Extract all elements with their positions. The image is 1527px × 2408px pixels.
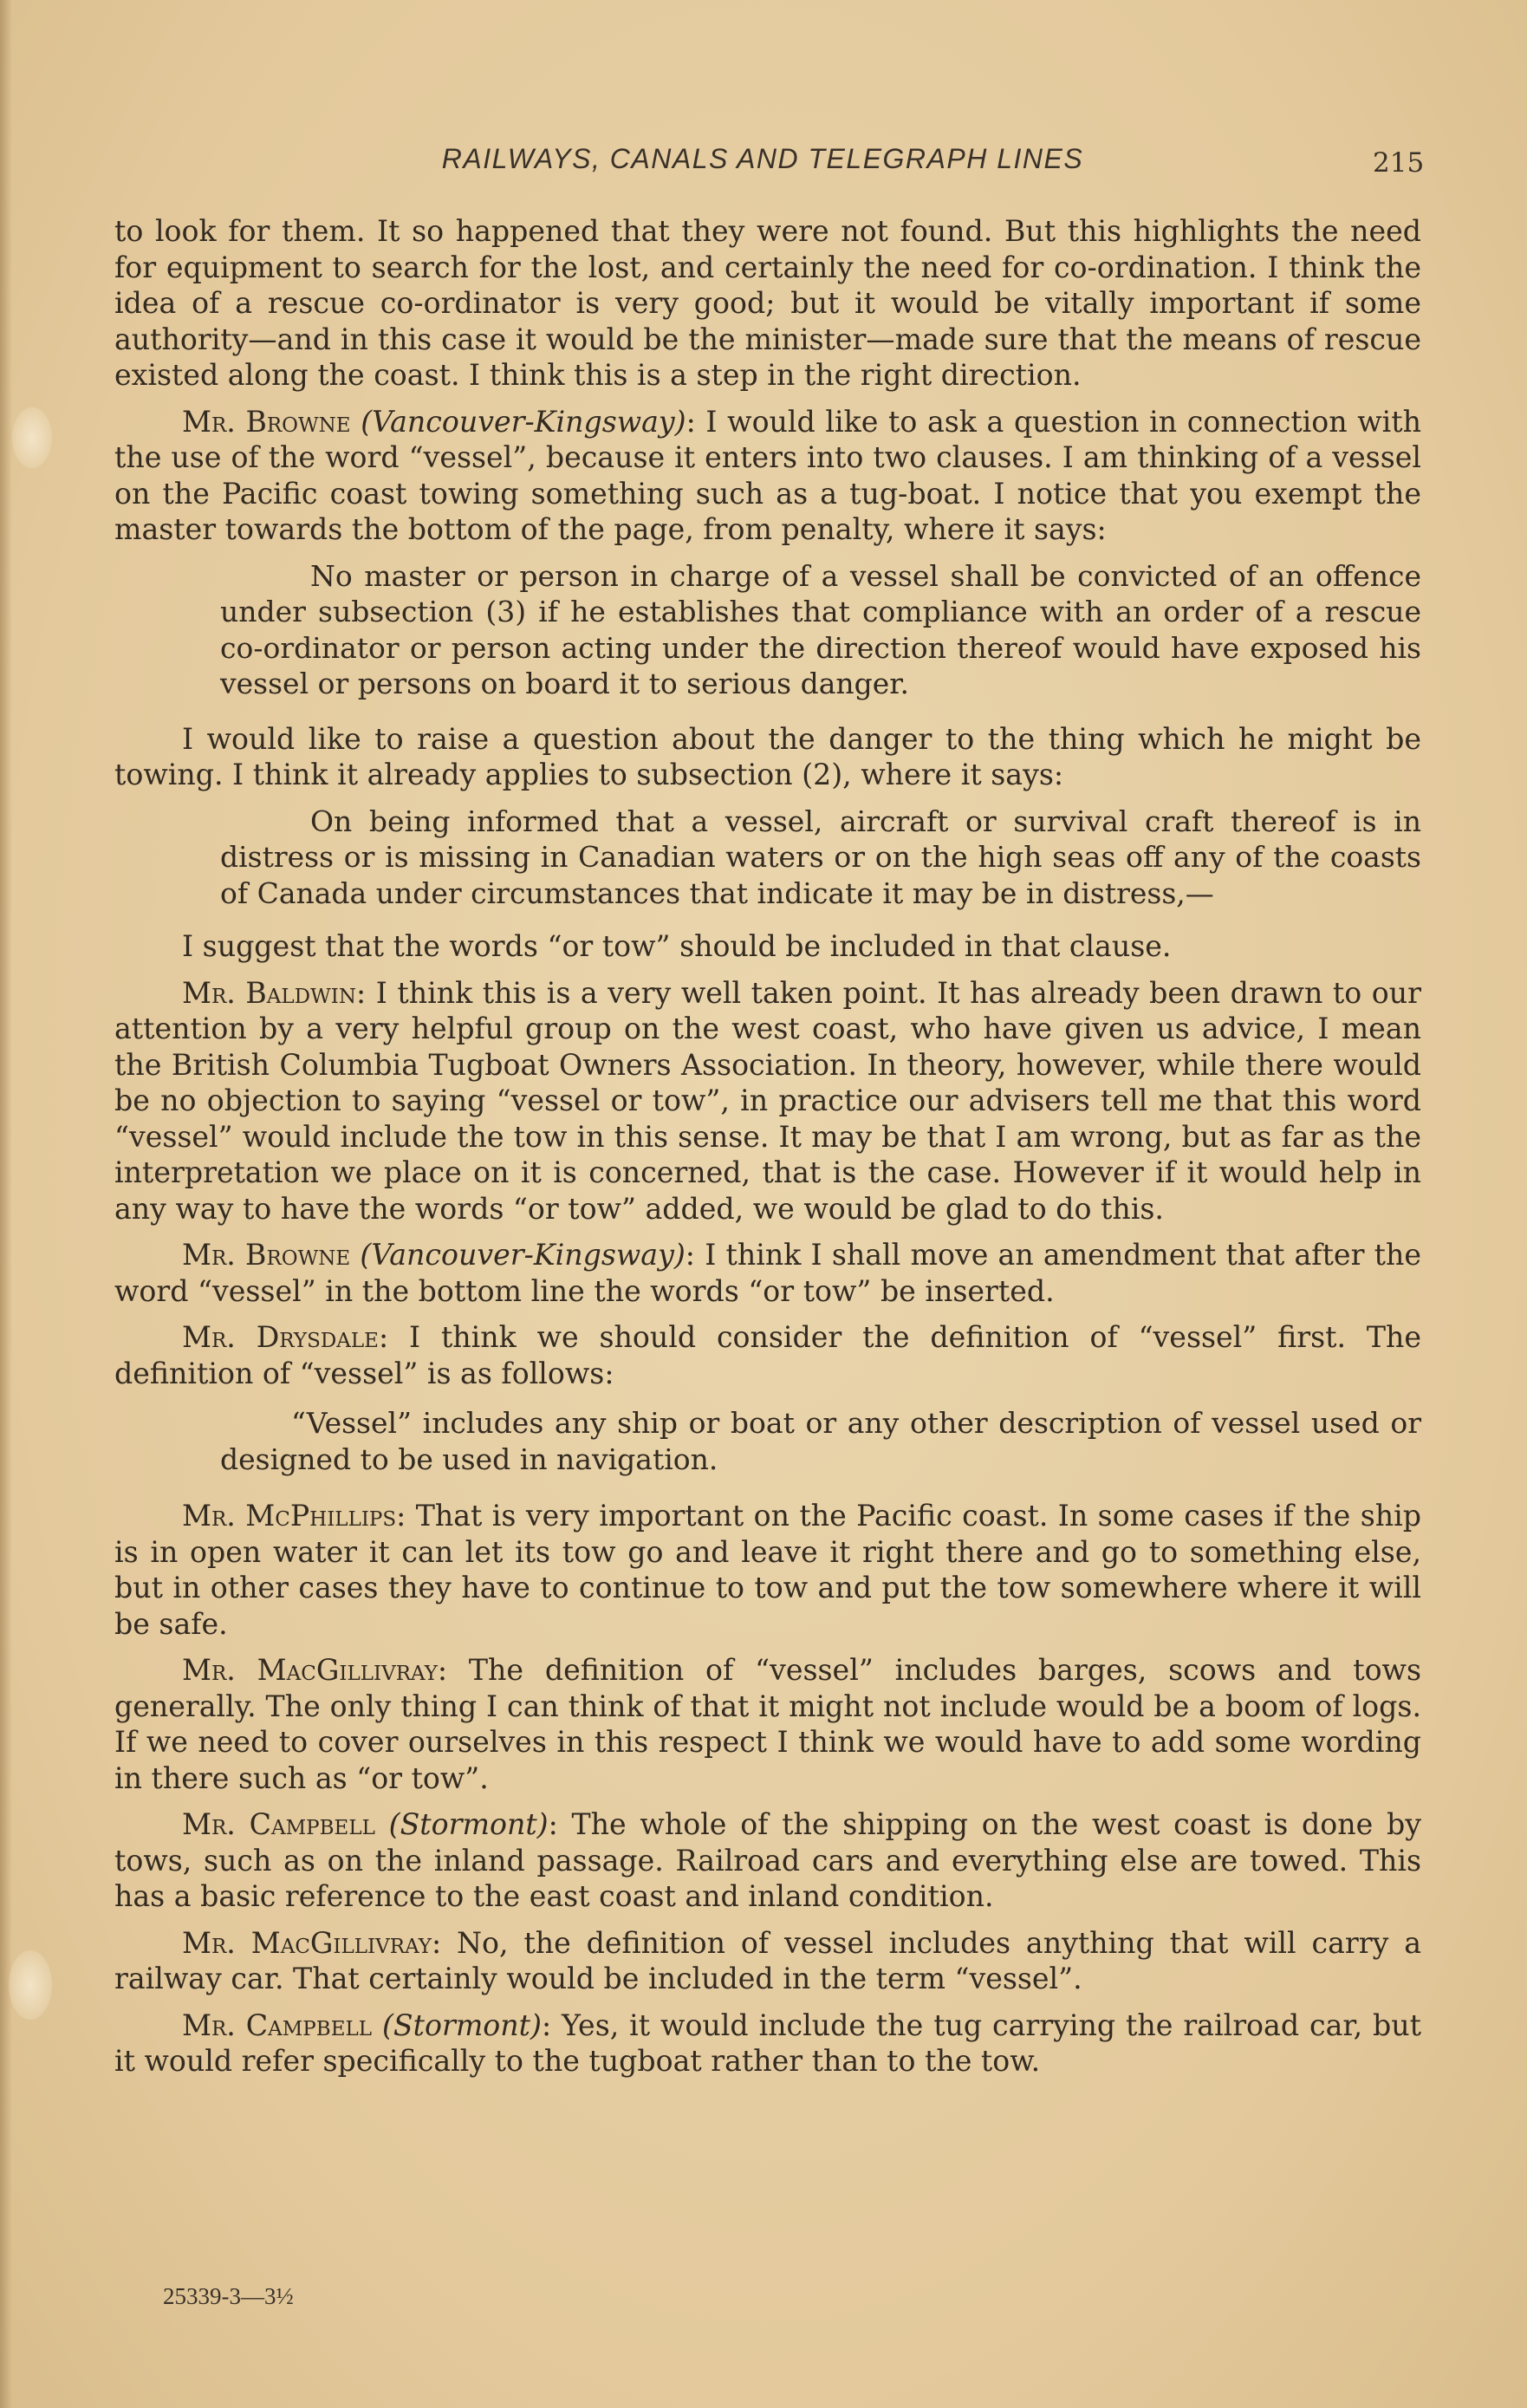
paragraph — [114, 1498, 1421, 1642]
speaker-riding: (Stormont) — [388, 1807, 549, 1841]
speech-text: : No, the definition of vessel includes anything that will carry a railway car. That certainly would be included in the term “vessel”. — [114, 1925, 1421, 1995]
speaker-riding: (Vancouver-Kingsway) — [361, 404, 686, 439]
speech-text: : I think I shall move an amendment that after the word “vessel” in the bottom line the words “or tow” be inserted. — [114, 1238, 1421, 1308]
speech-text: : The whole of the shipping on the west coast is done by tows, such as on the inland passage. Railroad cars and everything else are towed. This has a basic reference to the east coast and inland condition. — [114, 1807, 1421, 1913]
speaker-name: Mr. MacGillivray — [182, 1653, 438, 1687]
running-title: RAILWAYS, CANALS AND TELEGRAPH LINES — [441, 143, 1084, 174]
paragraph: I suggest that the words “or tow” should be included in that clause. — [182, 929, 1172, 963]
paragraph — [114, 1652, 1421, 1796]
speaker-name: Mr. Baldwin — [182, 975, 356, 1010]
paragraph: to look for them. It so happened that they were not found. But this highlights the need for equipment to search for the lost, and certainly the need for co-ordination. I think the idea of a rescue co-ordinator is very good; but it would be vitally important if some authority—and in this case it would be the minister—made sure that the means of rescue existed along the coast. I think this is a step in the right direction. — [114, 214, 1421, 392]
speaker-name: Mr. McPhillips — [182, 1499, 397, 1533]
paragraph — [114, 404, 1421, 548]
body-text — [114, 213, 1421, 2079]
paragraph — [114, 1237, 1421, 1309]
paragraph: I would like to raise a question about the danger to the thing which he might be towing. I think it already applies to subsection (2), where it says: — [114, 721, 1421, 791]
speaker-name: Mr. Campbell — [182, 2008, 373, 2042]
speaker-name: Mr. Campbell — [182, 1807, 375, 1841]
quoted-clause: On being informed that a vessel, aircraft or survival craft thereof is in distress or is missing in Canadian waters or on the high seas off any of the coasts of Canada under circumstances that indicate it may be in distress,— — [220, 804, 1421, 910]
speech-text: : I think we should consider the definition of “vessel” first. The definition of “vessel” is as follows: — [114, 1320, 1421, 1390]
printer-code: 25339-3—3½ — [163, 2283, 294, 2309]
binding-edge — [0, 0, 12, 2408]
speaker-riding: (Stormont) — [381, 2008, 542, 2042]
quoted-clause: No master or person in charge of a vessel shall be convicted of an offence under subsection (3) if he establishes that compliance with an order of a rescue co-ordinator or person acting under the direction thereof would have exposed his vessel or persons on board it to serious danger. — [220, 558, 1421, 700]
speech-text: : I would like to ask a question in connection with the use of the word “vessel”, because it enters into two clauses. I am thinking of a vessel on the Pacific coast towing something such as a tug-boat. I notice that you exempt the master towards the bottom of the page, from penalty, where it says: — [114, 404, 1421, 546]
quoted-definition: “Vessel” includes any ship or boat or any other description of vessel used or designed to be used in navigation. — [220, 1406, 1421, 1476]
speaker-name: Mr. Browne — [182, 404, 351, 439]
speaker-name: Mr. Browne — [182, 1238, 351, 1272]
paragraph — [114, 1806, 1421, 1915]
paragraph — [114, 2008, 1421, 2079]
paragraph — [114, 1925, 1421, 1997]
speaker-name: Mr. Drysdale — [182, 1320, 379, 1354]
speech-text: : I think this is a very well taken point. It has already been drawn to our attention by a very helpful group on the west coast, who have given us advice, I mean the British Columbia Tugboat Owners Association. In theory, however, while there would be no objection to saying “vessel or tow”, in practice our advisers tell me that this word “vessel” would include the tow in this sense. It may be that I am wrong, but as far as the interpretation we place on it is concerned, that is the case. However if it would help in any way to have the words “or tow” added, we would be glad to do this. — [114, 975, 1421, 1226]
speaker-name: Mr. MacGillivray — [182, 1925, 432, 1960]
paragraph — [114, 1319, 1421, 1391]
paper-stain — [12, 407, 52, 468]
speech-text: : Yes, it would include the tug carrying the railroad car, but it would refer specifically to the tugboat rather than to the tow. — [114, 2008, 1421, 2078]
page-number: 215 — [1373, 147, 1425, 179]
paper-stain — [9, 1950, 52, 2020]
speech-text: : The definition of “vessel” includes barges, scows and tows generally. The only thing I can think of that it might not include would be a boom of logs. If we need to cover ourselves in this respect I think we would have to add some wording in there such as “or tow”. — [114, 1653, 1421, 1795]
speech-text: : That is very important on the Pacific coast. In some cases if the ship is in open water it can let its tow go and leave it right there and go to something else, but in other cases they have to continue to tow and put the tow somewhere where it will be safe. — [114, 1499, 1421, 1641]
speaker-riding: (Vancouver-Kingsway) — [360, 1238, 686, 1272]
paragraph — [114, 975, 1421, 1227]
